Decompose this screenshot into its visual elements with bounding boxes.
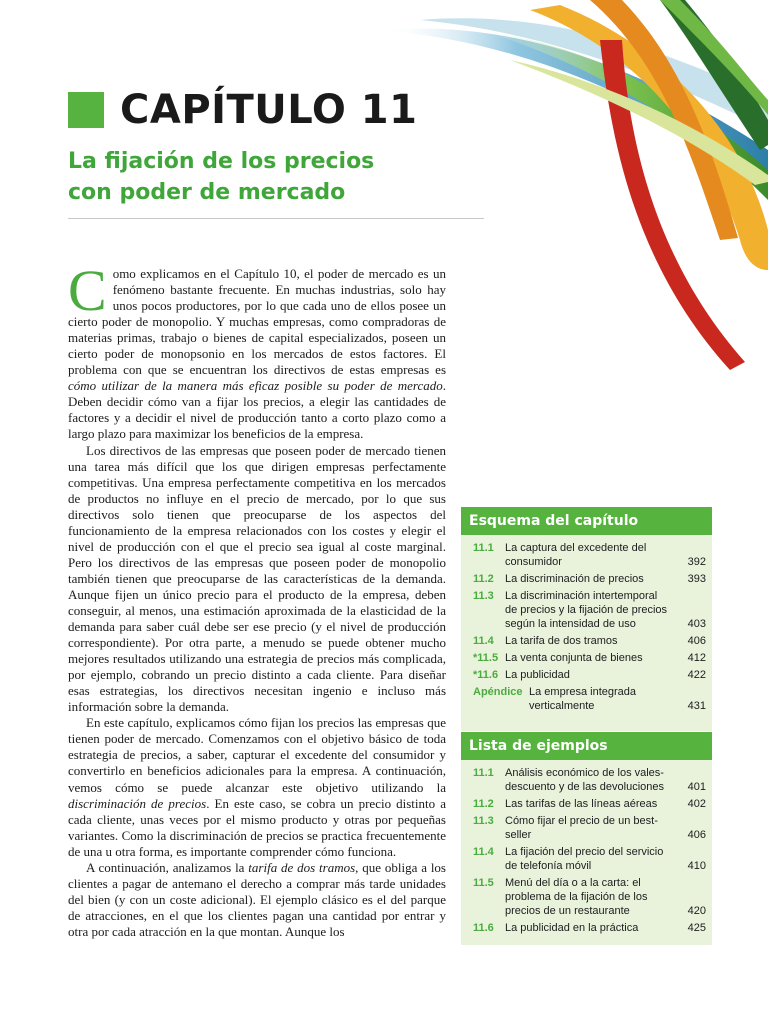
example-item[interactable]: 11.3 Cómo fijar el precio de un best-seller 406 [473, 815, 706, 841]
outline-item[interactable]: 11.3 La discriminación intertemporal de precios y la fijación de precios según la intensidad de uso 403 [473, 590, 706, 630]
outline-item[interactable]: 11.1 La captura del excedente del consumidor 392 [473, 542, 706, 568]
outline-item[interactable]: 11.2 La discriminación de precios 393 [473, 573, 706, 585]
examples-list-box [461, 731, 712, 945]
drop-cap: C [68, 258, 107, 323]
example-item[interactable]: 11.1 Análisis económico de los vales-descuento y de las devoluciones 401 [473, 767, 706, 793]
outline-item[interactable]: *11.5 La venta conjunta de bienes 412 [473, 652, 706, 664]
chapter-outline-box [461, 507, 712, 731]
paragraph-4: A continuación, analizamos la tarifa de dos tramos, que obliga a los clientes a pagar de antemano el derecho a comprar más tarde unidades del bien (y con un coste adicional). El ejemplo clásico es el del parque de atracciones, en el que los clientes pagan una cantidad por entrar y otra por cada atracción en la que montan. Aunque los [68, 859, 446, 939]
outline-item[interactable]: 11.4 La tarifa de dos tramos 406 [473, 635, 706, 647]
paragraph-2: Los directivos de las empresas que poseen poder de mercado tienen una tarea más difícil que los que dirigen empresas perfectamente competitivas. Una empresa perfectamente competitiva en los mercados de productos no influye en el precio de mercado, por lo que sus directivos solo tienen que preocuparse de los aspectos del funcionamiento de la empresa relacionados con los costes y elegir el nivel de producción con el que el precio sea igual al coste marginal. Pero los directivos de las empresas que poseen poder de monopolio también tienen que preocuparse de las características de la demanda. Aunque fijen un único precio para el producto de la empresa, deben conseguir, al menos, una estimación aproximada de la elasticidad de la demanda para saber cuál debe ser ese precio (y el nivel de producción correspondiente). Por otra parte, a menudo se puede obtener mucho mejores resultados utilizando una estrategia de precios más complicada, por ejemplo, cobrando un precio distinto a cada cliente. Para diseñar esas estrategias, los directivos necesitan ingenio e incluso más información sobre la demanda. [68, 442, 446, 715]
chapter-outline-list [461, 535, 712, 722]
chapter-title: CAPÍTULO 11 [120, 87, 418, 133]
example-item[interactable]: 11.4 La fijación del precio del servicio de telefonía móvil 410 [473, 846, 706, 872]
example-item[interactable]: 11.5 Menú del día o a la carta: el problema de la fijación de los precios de un restaurante 420 [473, 877, 706, 917]
chapter-subtitle [68, 146, 468, 208]
subtitle-line-1: La fijación de los precios [68, 149, 375, 174]
header-divider [68, 218, 484, 219]
outline-item[interactable]: Apéndice La empresa integrada verticalmente 431 [473, 686, 706, 712]
example-item[interactable]: 11.2 Las tarifas de las líneas aéreas 402 [473, 798, 706, 810]
outline-item[interactable]: *11.6 La publicidad 422 [473, 669, 706, 681]
paragraph-1: Como explicamos en el Capítulo 10, el poder de mercado es un fenómeno bastante frecuente. En muchas industrias, solo hay unos pocos productores, por lo que cada uno de ellos posee un cierto poder de monopolio. Y muchas empresas, como compradoras de materias primas, trabajo o bienes de capital especializados, poseen un cierto poder de monopsonio en los mercados de estos factores. El problema con que se encuentran los directivos de estas empresas es cómo utilizar de la manera más eficaz posible su poder de mercado. Deben decidir cómo van a fijar los precios, a elegir las cantidades de factores y a decidir el nivel de producción tanto a corto plazo como a largo plazo para maximizar los beneficios de la empresa. [68, 258, 446, 442]
chapter-outline-title: Esquema del capítulo [461, 507, 712, 535]
examples-list-title: Lista de ejemplos [461, 731, 712, 760]
examples-list [461, 760, 712, 944]
paragraph-3: En este capítulo, explicamos cómo fijan los precios las empresas que tienen poder de mercado. Comenzamos con el objetivo básico de toda estrategia de precios, a saber, capturar el excedente del consumidor y convertirlo en beneficios adicionales para la empresa. A continuación, vemos cómo se puede alcanzar este objetivo utilizando la discriminación de precios. En este caso, se cobra un precio distinto a cada cliente, unas veces por el mismo producto y otras por pequeñas variantes. Como la discriminación de precios se practica frecuentemente de una u otra forma, es importante comprender cómo funciona. [68, 715, 446, 859]
body-text-column [68, 258, 446, 940]
example-item[interactable]: 11.6 La publicidad en la práctica 425 [473, 922, 706, 934]
chapter-color-block [68, 92, 104, 128]
subtitle-line-2: con poder de mercado [68, 180, 346, 205]
